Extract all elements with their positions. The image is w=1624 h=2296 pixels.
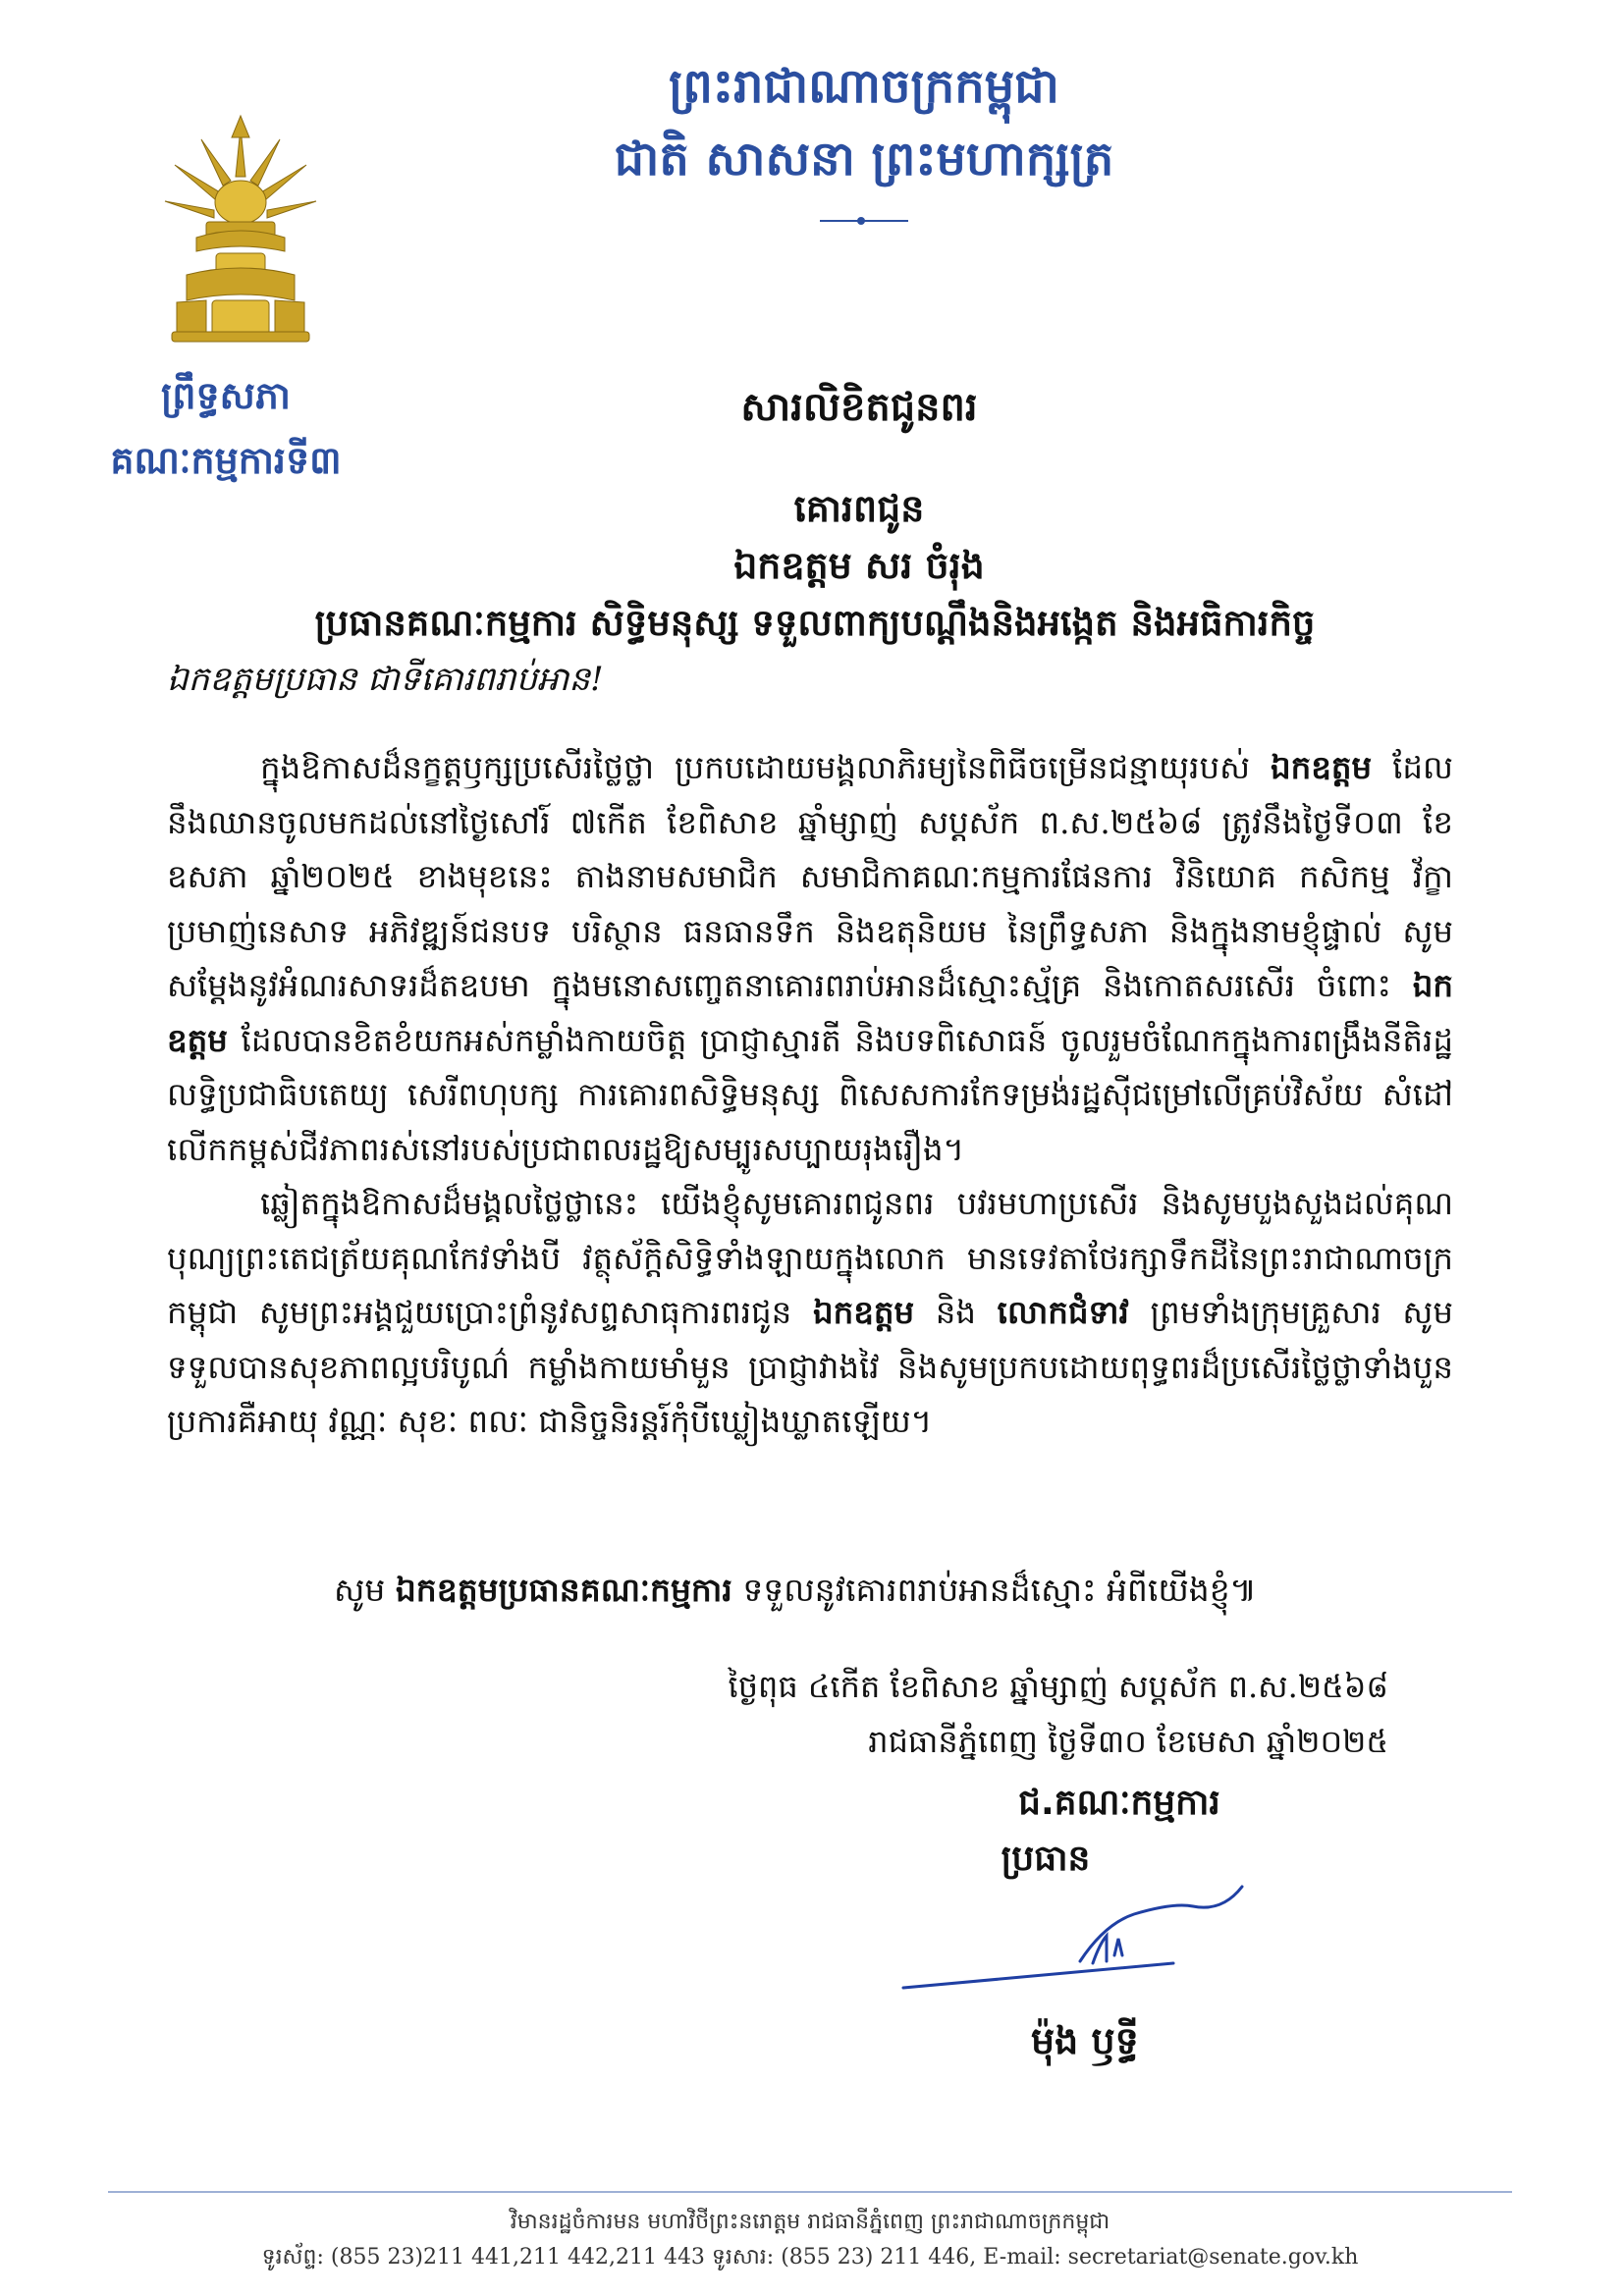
paragraph-text: និង [914, 1294, 998, 1331]
emblem-crown [232, 116, 249, 137]
kingdom-line-1: ព្រះរាជាណាចក្រកម្ពុជា [669, 59, 1059, 114]
closing-text: ទទួលនូវគោរពរាប់អានដ៏ស្មោះ អំពីយើងខ្ញុំ៕ [731, 1571, 1258, 1609]
footer-contact [108, 2240, 1512, 2275]
emphasis-text: ឯកឧត្តម [167, 967, 1453, 1059]
kingdom-line-2: ជាតិ សាសនា ព្រះមហាក្សត្រ [614, 132, 1114, 187]
signing-role: ប្រធាន [1001, 1839, 1091, 1879]
letter-title: សារលិខិតជូនពរ [740, 385, 978, 430]
signer-name: ម៉ុង ឫទ្ធី [1031, 2019, 1139, 2062]
paragraph-text: ដែលបានខិតខំយកអស់កម្លាំងកាយចិត្ត ប្រាជ្ញាស្មារតី និងបទពិសោធន៍ ចូលរួមចំណែកក្នុងការពង្រឹងនីតិរដ្ឋ លទ្ធិប្រជាធិបតេយ្យ សេរីពហុបក្ស ការគោរពសិទ្ធិមនុស្ស ពិសេសការកែទម្រង់រដ្ឋស៊ីជម្រៅលើគ្រប់វិស័យ សំដៅលើកកម្ពស់ជីវភាពរស់នៅរបស់ប្រជាពលរដ្ឋឱ្យសម្បូរសប្បាយរុងរឿង។ [167, 1021, 1453, 1168]
motto-divider [820, 220, 908, 222]
salutation: ឯកឧត្តមប្រធាន ជាទីគោរពរាប់អាន! [167, 660, 604, 699]
solar-date: រាជធានីភ្នំពេញ ថ្ងៃទី៣០ ខែមេសា ឆ្នាំ២០២៥ [868, 1723, 1388, 1760]
footer-address: វិមានរដ្ឋចំការមន មហាវិថីព្រះនរោត្តម រាជធានីភ្នំពេញ ព្រះរាជាណាចក្រកម្ពុជា [510, 2210, 1110, 2234]
committee-name: គណៈកម្មការទី៣ [110, 439, 342, 482]
emphasis-text: ឯកឧត្តម [1270, 749, 1373, 786]
footer-phone-fax: ទូរស័ព្ទ: (855 23)211 441,211 442,211 443 ទូរសារ: (855 23) 211 446, E-mail: [261, 2245, 1068, 2269]
closing-line [334, 1571, 1257, 1618]
kingdom-motto [511, 49, 1218, 222]
closing-emphasis: ឯកឧត្តមប្រធានគណៈកម្មការ [395, 1571, 732, 1609]
paragraph-text: ឆ្លៀតក្នុងឱកាសដ៏មង្គលថ្លៃថ្លានេះ យើងខ្ញុំសូមគោរពជូនពរ បវរមហាប្រសើរ និងសូមបួងសួងដល់គុណបុណ្យព្រះតេជត្រ័យគុណកែវទាំងបី វត្ថុស័ក្តិសិទ្ធិទាំងឡាយក្នុងលោក មានទេវតាថែរក្សាទឹកដីនៃព្រះរាជាណាចក្រកម្ពុជា សូមព្រះអង្គជួយប្រោះព្រំនូវសព្ទសាធុការពរជូន [167, 1185, 1453, 1331]
recipient-name: ឯកឧត្តម សរ ចំរុង [733, 544, 985, 587]
letter-heading [157, 378, 1473, 653]
closing-text: សូម [334, 1571, 396, 1609]
footer [108, 2205, 1512, 2275]
department-name: ព្រឹទ្ធសភា [161, 374, 291, 417]
paragraph-text: ព្រមទាំងក្រុមគ្រួសារ សូមទទួលបានសុខភាពល្អបរិបូណ៌ កម្លាំងកាយមាំមួន ប្រាជ្ញាវាងវៃ និងសូមប្រកបដោយពុទ្ធពរដ៏ប្រសើរថ្លៃថ្លាទាំងបួនប្រការគឺអាយុ វណ្ណៈ សុខៈ ពលៈ ជានិច្ចនិរន្តរ៍កុំបីឃ្លៀងឃ្លាតឡើយ។ [167, 1294, 1454, 1440]
signature-block [913, 1775, 1326, 1887]
recipient-position: ប្រធានគណៈកម្មការ សិទ្ធិមនុស្ស ទទួលពាក្យបណ្ដឹងនិងអង្កេត និងអធិការកិច្ច [314, 602, 1316, 644]
paragraph-text: ក្នុងឱកាសដ៏នក្ខត្តឫក្សប្រសើរថ្លៃថ្លា ប្រកបដោយមង្គលាភិរម្យនៃពិធីចម្រើនជន្មាយុរបស់ [260, 749, 1271, 786]
emphasis-text: ឯកឧត្តម [812, 1294, 915, 1331]
body-paragraph-1 [167, 741, 1453, 1177]
letter-body [167, 741, 1453, 1450]
footer-divider [108, 2191, 1512, 2193]
body-paragraph-2 [167, 1177, 1453, 1450]
emphasis-text: លោកជំទាវ [997, 1294, 1129, 1331]
footer-email-link[interactable]: secretariat@senate.gov.kh [1067, 2245, 1359, 2269]
to-label: គោរពជូន [793, 487, 925, 530]
paragraph-text: ដែលនឹងឈានចូលមកដល់នៅថ្ងៃសៅរ៍ ៧កើត ខែពិសាខ ឆ្នាំម្សាញ់ សប្តស័ក ព.ស.២៥៦៨ ត្រូវនឹងថ្ងៃទី០៣ ខែឧសភា ឆ្នាំ២០២៥ ខាងមុខនេះ តាងនាមសមាជិក សមាជិកាគណៈកម្មការផែនការ វិនិយោគ កសិកម្ម វ័ក្ខាប្រមាញ់នេសាទ អភិវឌ្ឍន៍ជនបទ បរិស្ថាន ធនធានទឹក និងឧតុនិយម នៃព្រឹទ្ធសភា និងក្នុងនាមខ្ញុំផ្ទាល់ សូមសម្ដែងនូវអំណរសាទរដ៏តឧបមា ក្នុងមនោសញ្ចេតនាគោរពរាប់អានដ៏ស្មោះស្ម័គ្រ និងកោតសរសើរ ចំពោះ [167, 749, 1453, 1004]
senate-emblem-logo [147, 108, 334, 344]
lunar-date: ថ្ងៃពុធ ៤កើត ខែពិសាខ ឆ្នាំម្សាញ់ សប្តស័ក ព.ស.២៥៦៨ [728, 1668, 1388, 1705]
signing-organization: ជ.គណៈកម្មការ [1018, 1783, 1220, 1823]
handwritten-signature [898, 1885, 1291, 2002]
date-block [729, 1659, 1388, 1769]
